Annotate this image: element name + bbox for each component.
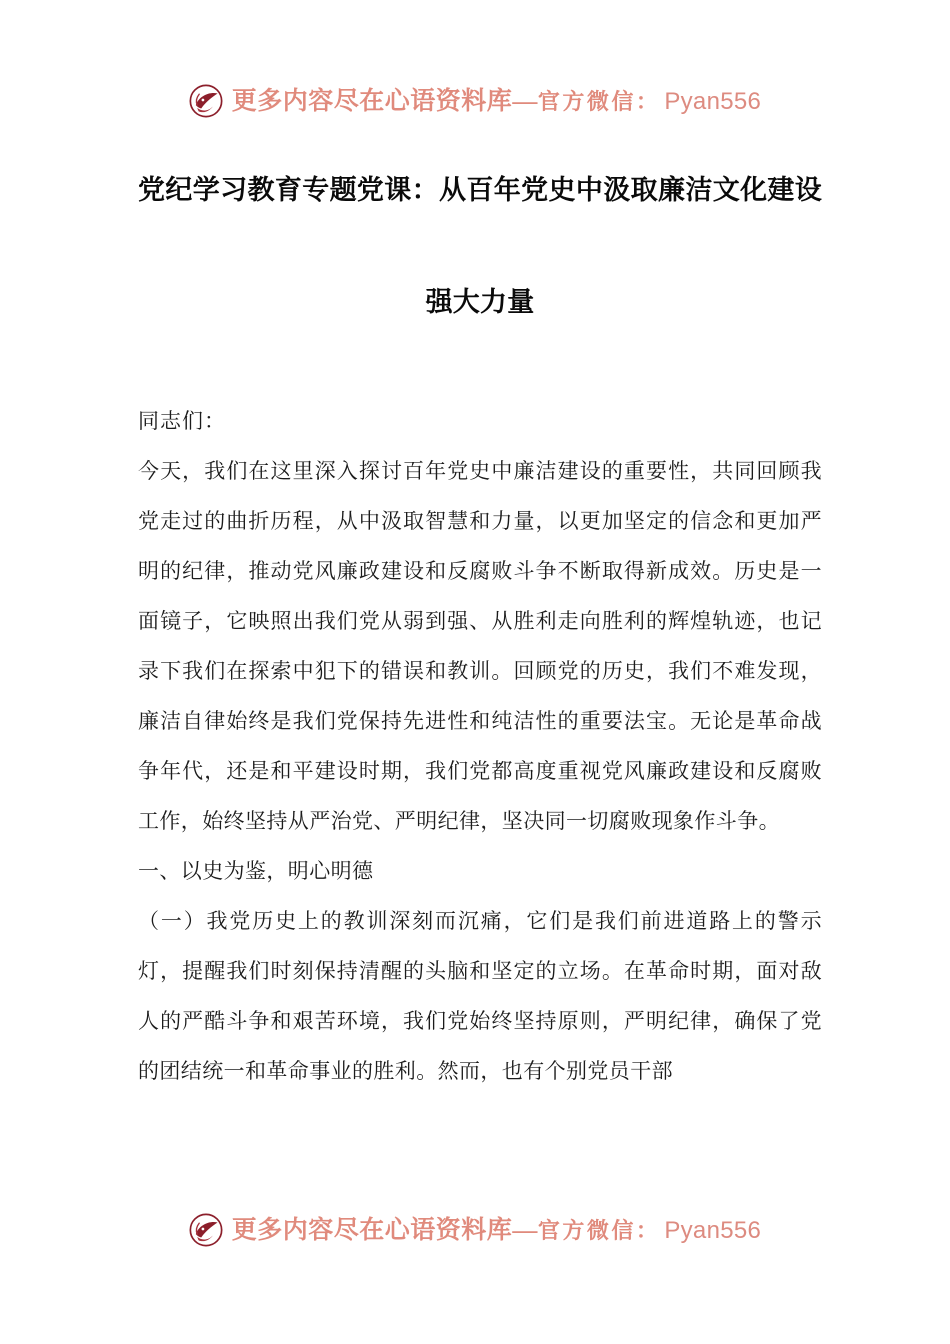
subsection-paragraph-1: （一）我党历史上的教训深刻而沉痛，它们是我们前进道路上的警示灯，提醒我们时刻保持清醒的头脑和坚定的立场。在革命时期，面对敌人的严酷斗争和艰苦环境，我们党始终坚持原则，严明纪律，确保了党的团结统一和革命事业的胜利。然而，也有个别党员干部 bbox=[138, 909, 822, 1083]
section-heading-1: 一、以史为鉴，明心明德 bbox=[138, 859, 374, 883]
footer-watermark bbox=[0, 1213, 950, 1247]
document-body bbox=[138, 396, 822, 1096]
header-watermark bbox=[0, 84, 950, 118]
wechat-id: Pyan556 bbox=[664, 1216, 762, 1244]
body-paragraph-1: 今天，我们在这里深入探讨百年党史中廉洁建设的重要性，共同回顾我党走过的曲折历程，从中汲取智慧和力量，以更加坚定的信念和更加严明的纪律，推动党风廉政建设和反腐败斗争不断取得新成效。历史是一面镜子，它映照出我们党从弱到强、从胜利走向胜利的辉煌轨迹，也记录下我们在探索中犯下的错误和教训。回顾党的历史，我们不难发现，廉洁自律始终是我们党保持先进性和纯洁性的重要法宝。无论是革命战争年代，还是和平建设时期，我们党都高度重视党风廉政建设和反腐败工作，始终坚持从严治党、严明纪律，坚决同一切腐败现象作斗争。 bbox=[138, 459, 822, 833]
watermark-dash: — bbox=[512, 87, 538, 115]
watermark-primary-text: 更多内容尽在心语资料库 bbox=[231, 1216, 513, 1244]
wechat-id: Pyan556 bbox=[664, 87, 762, 115]
watermark-secondary-text: 官方微信： bbox=[537, 88, 661, 114]
page-title-line-2: 强大力量 bbox=[425, 287, 535, 317]
document-content bbox=[138, 168, 822, 1096]
page-title-line-1: 党纪学习教育专题党课：从百年党史中汲取廉洁文化建设 bbox=[138, 175, 822, 205]
salutation: 同志们： bbox=[138, 409, 226, 433]
watermark-dash: — bbox=[512, 1216, 538, 1244]
header-watermark-text bbox=[232, 89, 761, 114]
footer-watermark-text bbox=[232, 1218, 761, 1243]
swirl-fish-logo-icon bbox=[189, 84, 223, 118]
watermark-primary-text: 更多内容尽在心语资料库 bbox=[231, 87, 513, 115]
watermark-secondary-text: 官方微信： bbox=[537, 1217, 661, 1243]
swirl-fish-logo-icon bbox=[189, 1213, 223, 1247]
page-title bbox=[138, 168, 822, 324]
